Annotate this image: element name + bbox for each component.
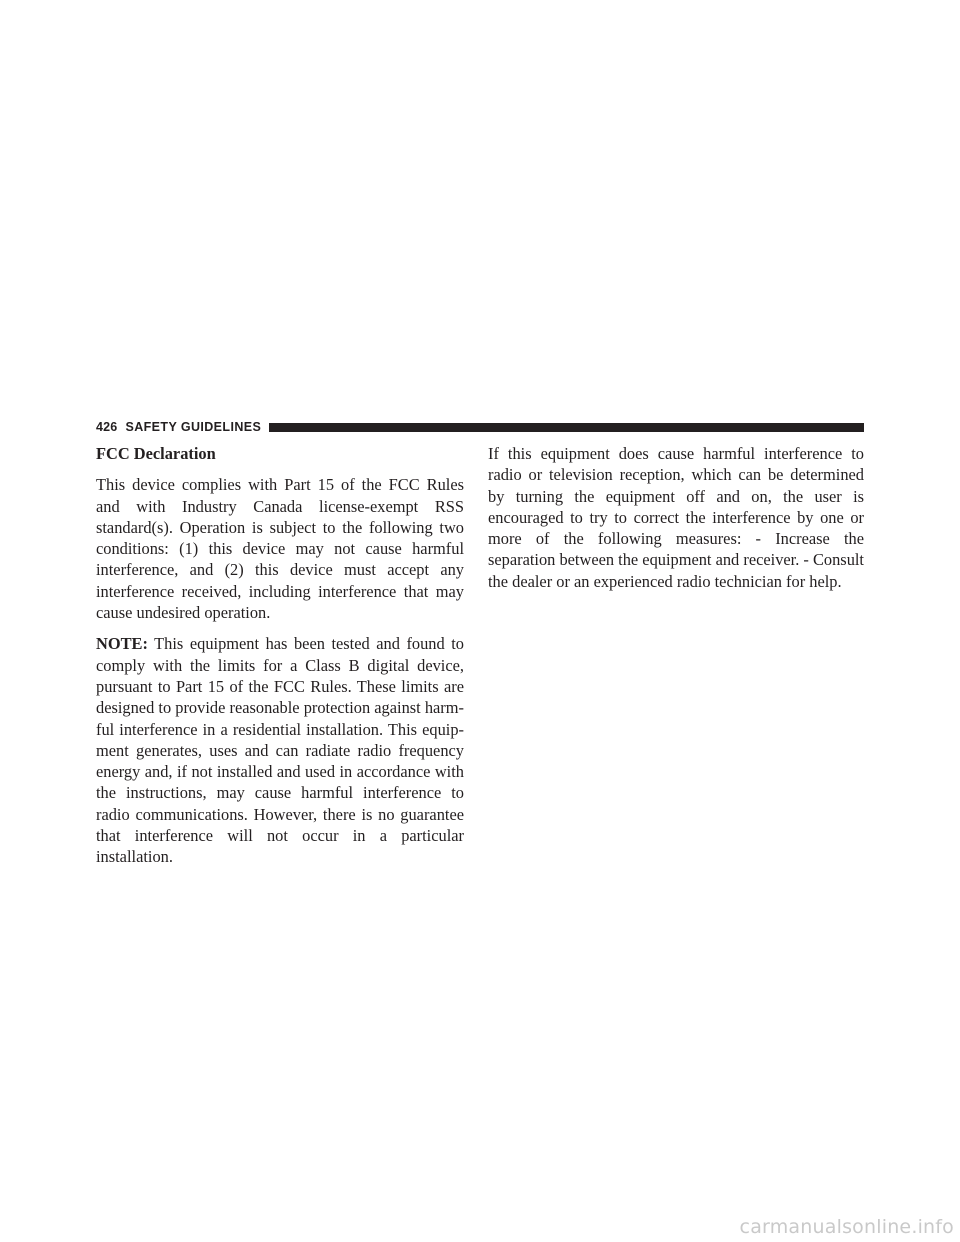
watermark: carmanualsonline.info (739, 1216, 954, 1238)
header-rule (269, 423, 864, 432)
section-title: SAFETY GUIDELINES (125, 420, 262, 434)
note-label: NOTE: (96, 634, 148, 654)
section-heading: FCC Declaration (96, 444, 216, 463)
compliance-paragraph: This device complies with Part 15 of the FCC Rules and with Industry Canada license-exempt RSS standard(s). Operation is subject to the following two conditions: (1) this device may not cause harmful interference, and (2) this device must accept any interference received, including interference that may cause undesired operation. (96, 475, 464, 623)
right-column (488, 443, 864, 602)
left-column (96, 443, 464, 878)
page-number: 426 (96, 420, 118, 434)
note-paragraph (96, 633, 464, 867)
interference-paragraph: If this equipment does cause harmful interference to radio or television reception, which can be determined by turning the equipment off and on, the user is encouraged to try to correct the interference by one or more of the following measures: - Increase the separation between the equipment and receiver. - Consult the dealer or an experienced radio technician for help. (488, 444, 864, 591)
page-header (96, 418, 864, 436)
note-text: This equipment has been tested and found to comply with the limits for a Class B digital device, pursuant to Part 15 of the FCC Rules. These limits are designed to provide reasonable protection against harmful interference in a residential installation. This equipment generates, uses and can radiate radio frequency energy and, if not installed and used in accordance with the instructions, may cause harmful interference to radio communications. However, there is no guarantee that interference will not occur in a particular installation. (96, 634, 464, 867)
